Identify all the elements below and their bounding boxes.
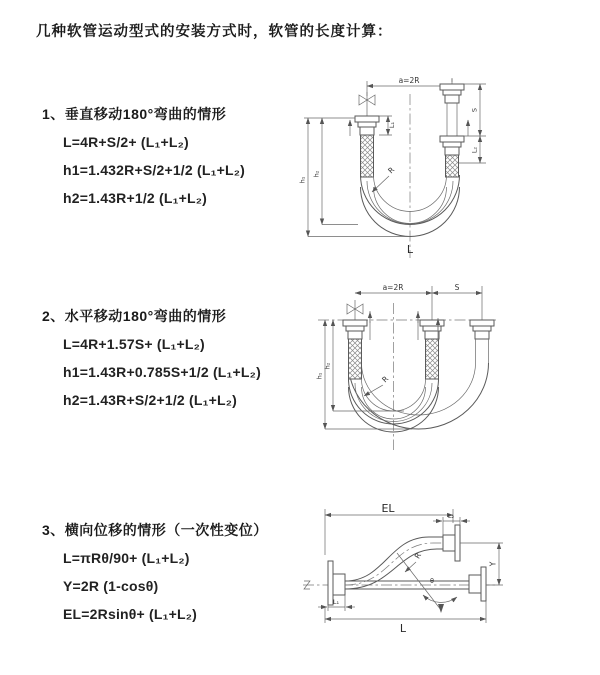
dim-label-s: S xyxy=(454,283,460,292)
right-flange-lower xyxy=(469,567,486,601)
dim-label-s: S xyxy=(470,107,479,113)
page-title: 几种软管运动型式的安装方式时，软管的长度计算： xyxy=(36,24,393,40)
dim-label-l1: L₁ xyxy=(388,121,396,129)
swing-arc xyxy=(423,595,457,602)
section-1-formula-l: L=4R+S/2+ (L₁+L₂) xyxy=(63,134,189,150)
dim-label-h2: h₂ xyxy=(312,170,321,178)
middle-braided-hose xyxy=(426,339,439,379)
ext-lines-el xyxy=(325,509,453,555)
dim-label-h2: h₂ xyxy=(323,362,332,370)
dim-label-l2: L₂ xyxy=(470,146,479,154)
length-label: L xyxy=(406,243,414,256)
radius-label: R xyxy=(386,165,397,176)
left-fitting xyxy=(355,116,379,135)
section-2-heading: 2、水平移动180°弯曲的情形 xyxy=(42,308,227,324)
section-1-formula-h1: h1=1.432R+S/2+1/2 (L₁+L₂) xyxy=(63,162,245,178)
dim-label-a2r: a=2R xyxy=(382,283,404,292)
pipe-centerlines xyxy=(355,286,482,320)
section-1-formula-h2: h2=1.43R+1/2 (L₁+L₂) xyxy=(63,190,208,206)
right-fitting-upper xyxy=(440,84,464,103)
right-braided-hose xyxy=(446,155,459,177)
hose-u-bend-shifted xyxy=(349,339,489,429)
section-3-formula-y: Y=2R (1-cosθ) xyxy=(63,578,159,594)
diagram-vertical-180-bend xyxy=(300,70,600,270)
theta-label: θ xyxy=(430,577,434,585)
right-fitting-lower xyxy=(440,136,464,155)
section-3-heading: 3、横向位移的情形（一次性变位） xyxy=(42,522,268,538)
dim-label-l1: L₁ xyxy=(332,598,340,606)
ext-lines-l xyxy=(325,601,486,623)
diagram-horizontal-180-bend xyxy=(300,278,600,463)
left-braided-hose xyxy=(361,135,374,177)
middle-fitting xyxy=(420,320,444,339)
section-1-heading: 1、垂直移动180°弯曲的情形 xyxy=(42,106,227,122)
radius-leader xyxy=(364,385,383,396)
section-2-formula-h2: h2=1.43R+S/2+1/2 (L₁+L₂) xyxy=(63,392,238,408)
section-3-formula-el: EL=2Rsinθ+ (L₁+L₂) xyxy=(63,606,198,622)
construction-arrowhead xyxy=(438,604,444,613)
section-2-formula-h1: h1=1.43R+0.785S+1/2 (L₁+L₂) xyxy=(63,364,261,380)
left-fitting xyxy=(343,320,367,339)
left-braided-hose xyxy=(349,339,362,379)
right-flange-upper xyxy=(443,525,460,561)
dim-label-y: Y xyxy=(488,561,498,567)
dim-label-a2r: a=2R xyxy=(398,76,420,85)
dim-label-el: EL xyxy=(381,502,395,515)
dim-label-h1: h₁ xyxy=(315,372,324,380)
dim-label-l: L xyxy=(399,622,407,635)
radius-label: R xyxy=(412,551,424,561)
section-2-formula-l: L=4R+1.57S+ (L₁+L₂) xyxy=(63,336,205,352)
dim-label-l2: L₂ xyxy=(447,512,455,520)
right-pipe-tube xyxy=(447,103,457,136)
diagram-lateral-displacement xyxy=(295,495,600,650)
dim-label-h1: h₁ xyxy=(298,176,307,184)
radius-label: R xyxy=(380,374,391,385)
right-fitting xyxy=(470,320,494,339)
section-3-formula-l: L=πRθ/90+ (L₁+L₂) xyxy=(63,550,190,566)
